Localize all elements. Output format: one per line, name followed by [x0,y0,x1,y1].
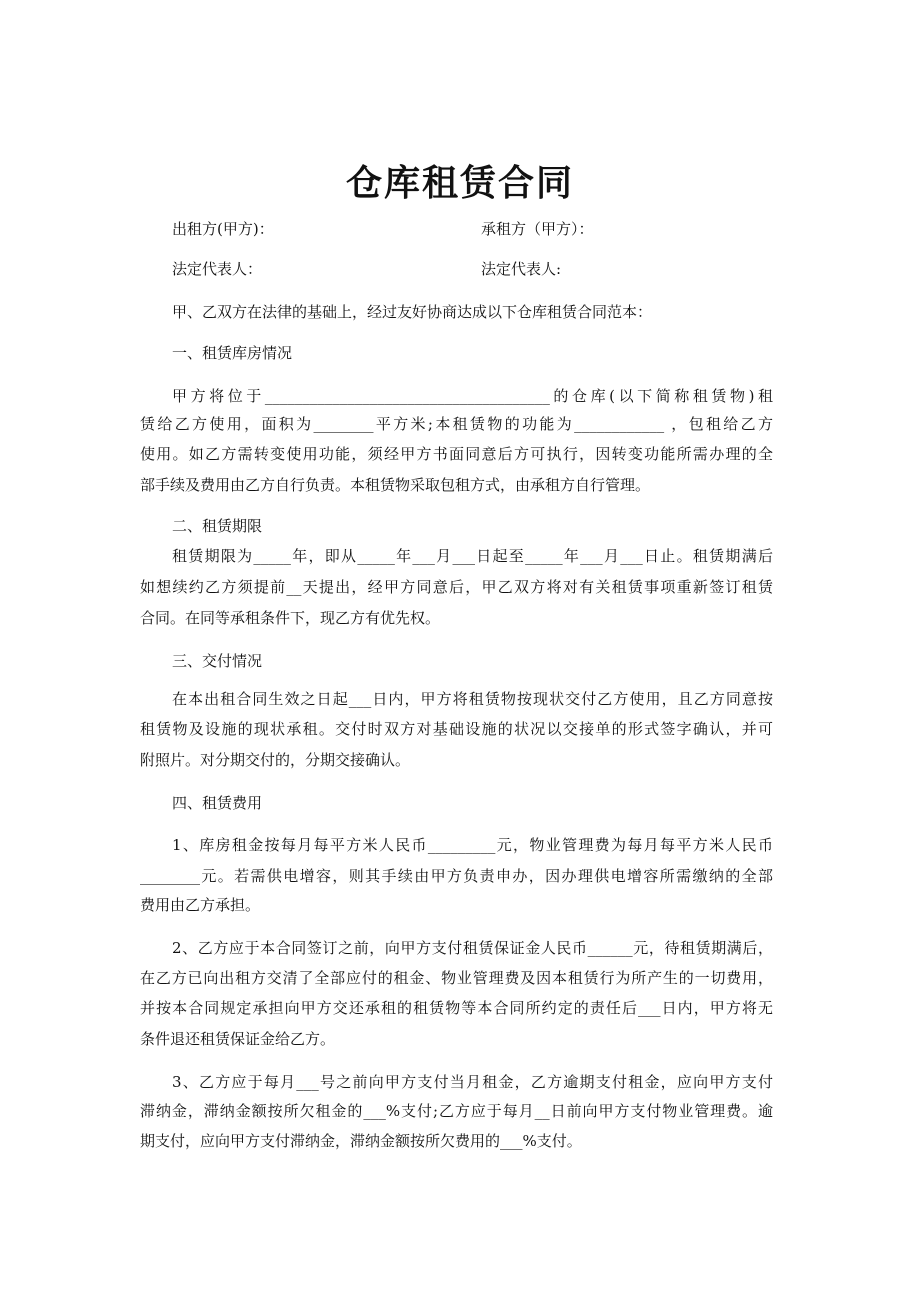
clause-line: 2、乙方应于本合同签订之前，向甲方支付租赁保证金人民币______元，待租赁期满后， [172,939,773,957]
clause-line: 3、乙方应于每月___号之前向甲方支付当月租金，乙方逾期支付租金，应向甲方支付 [172,1073,773,1091]
clause-line: 费用由乙方承担。 [140,896,261,914]
paragraph-line: 部手续及费用由乙方自行负责。本租赁物采取包租方式，由承租方自行管理。 [140,476,651,494]
lessee-label: 承租方（甲方）： [481,220,594,238]
document-title: 仓库租赁合同 [345,162,574,204]
lessor-rep-label: 法定代表人： [172,260,263,278]
paragraph-line: 使用。如乙方需转变使用功能，须经甲方书面同意后方可执行，因转变功能所需办理的全 [140,445,773,463]
clause-line: 滞纳金，滞纳金额按所欠租金的___%支付;乙方应于每月__日前向甲方支付物业管理费。逾 [140,1102,773,1120]
clause-line: 条件退还租赁保证金给乙方。 [140,1030,336,1048]
section-heading: 二、租赁期限 [172,517,263,535]
intro-paragraph: 甲、乙双方在法律的基础上，经过友好协商达成以下仓库租赁合同范本： [172,303,653,321]
paragraph-line: 合同。在同等承租条件下，现乙方有优先权。 [140,609,441,627]
clause-line: 并按本合同规定承担向甲方交还承租的租赁物等本合同所约定的责任后___日内，甲方将无 [140,999,773,1017]
clause-line: 在乙方已向出租方交清了全部应付的租金、物业管理费及因本租赁行为所产生的一切费用， [140,969,773,987]
paragraph-line: 在本出租合同生效之日起___日内，甲方将租赁物按现状交付乙方使用，且乙方同意按 [172,690,773,708]
paragraph-line: 甲方将位于______________________________________的仓库(以下简称租赁物)租 [172,387,773,405]
lessee-rep-label: 法定代表人: [481,260,562,278]
clause-line: 期支付，应向甲方支付滞纳金，滞纳金额按所欠费用的___%支付。 [140,1132,582,1150]
section-heading: 三、交付情况 [172,652,263,670]
paragraph-line: 租赁物及设施的现状承租。交付时双方对基础设施的状况以交接单的形式签字确认，并可 [140,720,773,738]
clause-line: 1、库房租金按每月每平方米人民币_________元，物业管理费为每月每平方米人民币 [172,836,773,854]
lessor-label: 出租方(甲方)： [172,220,274,238]
paragraph-line: 附照片。对分期交付的，分期交接确认。 [140,751,411,769]
section-heading: 一、租赁库房情况 [172,344,293,362]
section-heading: 四、租赁费用 [172,794,263,812]
paragraph-line: 租赁期限为_____年，即从_____年___月___日起至_____年___月___日止。租赁期满后 [172,547,773,565]
paragraph-line: 如想续约乙方须提前__天提出，经甲方同意后，甲乙双方将对有关租赁事项重新签订租赁 [140,578,773,596]
paragraph-line: 赁给乙方使用，面积为________平方米;本租赁物的功能为____________ ，包租给乙方 [140,415,773,433]
clause-line: ________元。若需供电增容，则其手续由甲方负责申办，因办理供电增容所需缴纳的全部 [140,867,773,885]
